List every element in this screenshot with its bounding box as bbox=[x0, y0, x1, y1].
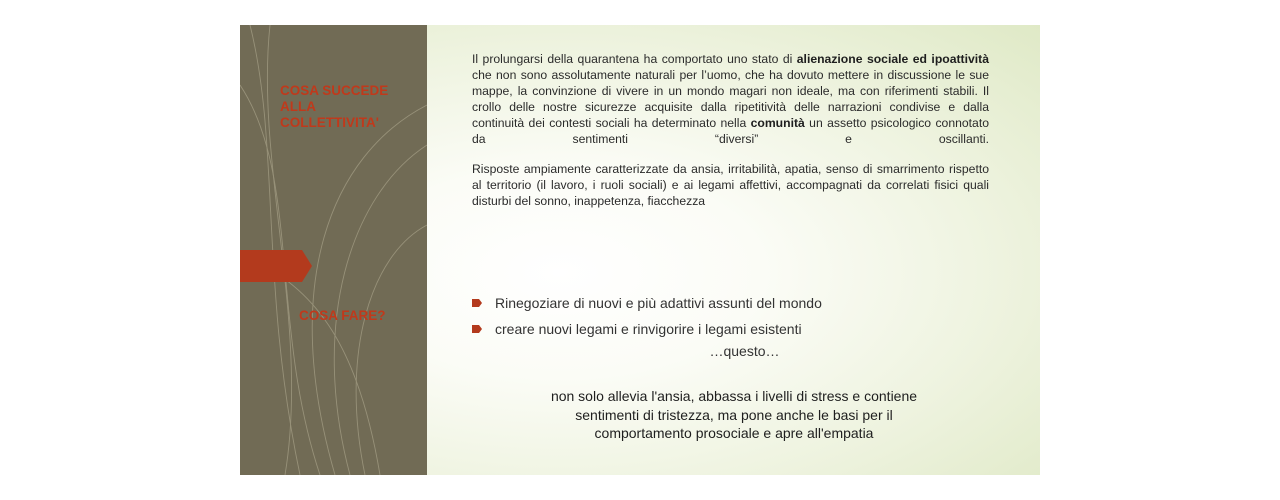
bullet-arrow-icon bbox=[472, 299, 482, 307]
bullet-item bbox=[472, 290, 992, 316]
paragraph-risposte: Risposte ampiamente caratterizzate da ansia, irritabilità, apatia, senso di smarrimento rispetto al territorio (il lavoro, i ruoli sociali) e ai legami affettivi, accompagnati da correlati fisici quali disturbi del sonno, inappetenza, fiacchezza bbox=[472, 162, 989, 208]
paragraph1-segment-5: un assetto psicologico connotato da sentimenti “diversi” e oscillanti. bbox=[472, 116, 989, 146]
slide bbox=[240, 25, 1040, 475]
side-subheading: COSA FARE? bbox=[299, 308, 386, 323]
conclusion-line-2: sentimenti di tristezza, ma pone anche le basi per il bbox=[575, 406, 893, 423]
paragraph-alienazione bbox=[472, 51, 989, 147]
main-text bbox=[472, 51, 989, 209]
side-heading-line-1: COSA SUCCEDE bbox=[280, 83, 389, 98]
bullet-text: Rinegoziare di nuovi e più adattivi assunti del mondo bbox=[495, 295, 822, 311]
paragraph1-segment-1: Il prolungarsi della quarantena ha comportato uno stato di bbox=[472, 52, 797, 66]
side-heading-line-2: ALLA bbox=[280, 99, 316, 114]
side-heading bbox=[280, 83, 420, 131]
questo-text: …questo… bbox=[709, 343, 780, 359]
right-arrow-tab-icon bbox=[240, 248, 314, 284]
bullet-list bbox=[472, 290, 992, 342]
bullet-item bbox=[472, 316, 992, 342]
side-heading-line-3: COLLETTIVITA' bbox=[280, 115, 379, 130]
bullet-text: creare nuovi legami e rinvigorire i legami esistenti bbox=[495, 321, 802, 337]
conclusion-line-1: non solo allevia l'ansia, abbassa i livelli di stress e contiene bbox=[550, 388, 918, 404]
conclusion-text bbox=[490, 387, 978, 443]
paragraph1-bold-comunita: comunità bbox=[750, 116, 805, 130]
bullet-arrow-icon bbox=[472, 325, 482, 333]
paragraph1-bold-alienazione: alienazione sociale ed ipoattività bbox=[796, 52, 989, 66]
paragraph1-segment-3: che non sono assolutamente naturali per l’uomo, che ha dovuto mettere in discussione le sue mappe, la convinzione di vivere in un mondo magari non ideale, ma con riferimenti stabili. Il crollo delle nostre sicurezze acquisite dalla ripetitività delle narrazioni condivise e dalla continuità dei contesti sociali ha determinato nella bbox=[472, 68, 989, 130]
conclusion-line-3: comportamento prosociale e apre all'empatia bbox=[594, 425, 874, 441]
